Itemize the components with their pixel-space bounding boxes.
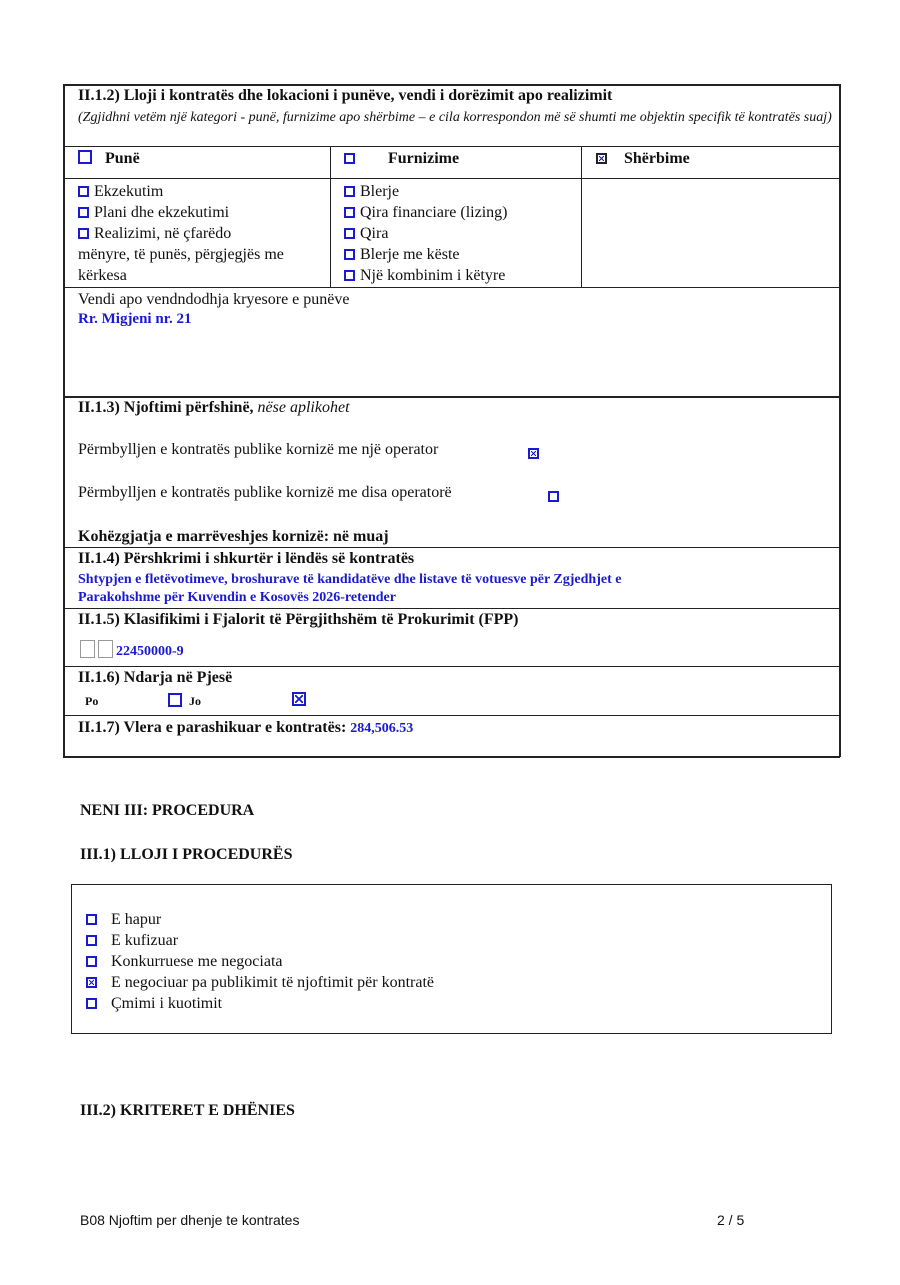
option-realizimi-line2: mënyre, të punës, përgjegjës me (78, 246, 284, 263)
framework-duration: Kohëzgjatja e marrëveshjes kornizë: në muaj (78, 528, 389, 545)
section-title-ii-1-2: II.1.2) Lloji i kontratës dhe lokacioni i punëve, vendi i dorëzimit apo realizimit (78, 87, 613, 104)
procedure-type-heading: III.1) LLOJI I PROCEDURËS (80, 846, 293, 863)
category-pune-label: Punë (105, 150, 140, 167)
category-sherbime-label: Shërbime (624, 150, 690, 167)
checkbox-hapur[interactable] (86, 914, 97, 925)
checkbox-konkurruese[interactable] (86, 956, 97, 967)
section-title-ii-1-4: II.1.4) Përshkrimi i shkurtër i lëndës së kontratës (78, 550, 415, 567)
checkbox-negociuar[interactable] (86, 977, 97, 988)
section-title-ii-1-5: II.1.5) Klasifikimi i Fjalorit të Përgjithshëm të Prokurimit (FPP) (78, 611, 519, 628)
checkbox-furnizime[interactable] (344, 153, 355, 164)
procedure-option-kufizuar[interactable]: E kufizuar (86, 930, 434, 951)
category-furnizime-label: Furnizime (388, 150, 460, 167)
checkbox-multi-operator[interactable] (548, 491, 559, 502)
checkbox-ekzekutim[interactable] (78, 186, 89, 197)
checkbox-lizing[interactable] (344, 207, 355, 218)
checkbox-sherbime[interactable] (596, 153, 607, 164)
checkbox-lots-jo[interactable] (292, 692, 306, 706)
category-pune[interactable] (78, 150, 140, 168)
option-kombinim[interactable]: Një kombinim i këtyre (344, 265, 579, 286)
checkbox-qira[interactable] (344, 228, 355, 239)
furnizime-options (344, 181, 579, 286)
estimated-value: 284,506.53 (350, 721, 414, 736)
cpv-code-row (80, 640, 184, 660)
location-value: Rr. Migjeni nr. 21 (78, 311, 192, 327)
cpv-box-1 (80, 640, 95, 658)
option-qira[interactable]: Qira (344, 223, 579, 244)
option-ekzekutim[interactable]: Ekzekutim (78, 181, 328, 202)
section-title-ii-1-6: II.1.6) Ndarja në Pjesë (78, 669, 233, 686)
framework-single-operator: Përmbylljen e kontratës publike kornizë me një operator (78, 441, 439, 458)
checkbox-blerje[interactable] (344, 186, 355, 197)
section-subtitle-ii-1-2: (Zgjidhni vetëm një kategori - punë, furnizime apo shërbime – e cila korrespondon më së shumti me objektin specifik të kontratës suaj) (78, 110, 832, 125)
procedure-option-kuotimit[interactable]: Çmimi i kuotimit (86, 993, 434, 1014)
footer-document-title: B08 Njoftim per dhenje te kontrates (80, 1212, 300, 1228)
checkbox-lots-po[interactable] (168, 693, 182, 707)
option-lizing[interactable]: Qira financiare (lizing) (344, 202, 579, 223)
checkbox-blerje-me-keste[interactable] (344, 249, 355, 260)
contract-description: Shtypjen e fletëvotimeve, broshurave të kandidatëve dhe listave të votuesve për Zgjedhjet e Parakohshme për Kuvendin e Kosovës 2026-retender (78, 572, 622, 605)
location-label: Vendi apo vendndodhja kryesore e punëve (78, 291, 350, 308)
checkbox-pune[interactable] (78, 150, 92, 164)
checkbox-plani[interactable] (78, 207, 89, 218)
cpv-box-2 (98, 640, 113, 658)
checkbox-realizimi[interactable] (78, 228, 89, 239)
procedure-option-konkurruese[interactable]: Konkurruese me negociata (86, 951, 434, 972)
procedure-options (86, 909, 434, 1014)
lots-jo-label: Jo (189, 694, 201, 708)
option-blerje-me-keste[interactable]: Blerje me këste (344, 244, 579, 265)
lots-po-label: Po (85, 694, 99, 708)
procedure-option-hapur[interactable]: E hapur (86, 909, 434, 930)
procedure-option-negociuar[interactable]: E negociuar pa publikimit të njoftimit për kontratë (86, 972, 434, 993)
checkbox-single-operator[interactable] (528, 448, 539, 459)
section-title-ii-1-7: II.1.7) Vlera e parashikuar e kontratës: 284,506.53 (78, 719, 414, 736)
footer-page-number: 2 / 5 (717, 1212, 745, 1228)
option-realizimi-line3: kërkesa (78, 267, 127, 284)
option-plani[interactable]: Plani dhe ekzekutimi (78, 202, 328, 223)
award-criteria-heading: III.2) KRITERET E DHËNIES (80, 1102, 295, 1119)
checkbox-kombinim[interactable] (344, 270, 355, 281)
option-realizimi[interactable]: Realizimi, në çfarëdo (78, 223, 328, 244)
section-title-ii-1-3: II.1.3) Njoftimi përfshinë, nëse aplikohet (78, 399, 350, 416)
checkbox-kufizuar[interactable] (86, 935, 97, 946)
cpv-code: 22450000-9 (116, 644, 184, 659)
neni-iii-heading: NENI III: PROCEDURA (80, 802, 255, 819)
category-furnizime[interactable] (344, 150, 459, 168)
category-sherbime[interactable] (596, 150, 690, 168)
pune-options (78, 181, 328, 286)
framework-multi-operator: Përmbylljen e kontratës publike kornizë me disa operatorë (78, 484, 452, 501)
option-blerje[interactable]: Blerje (344, 181, 579, 202)
checkbox-kuotimit[interactable] (86, 998, 97, 1009)
